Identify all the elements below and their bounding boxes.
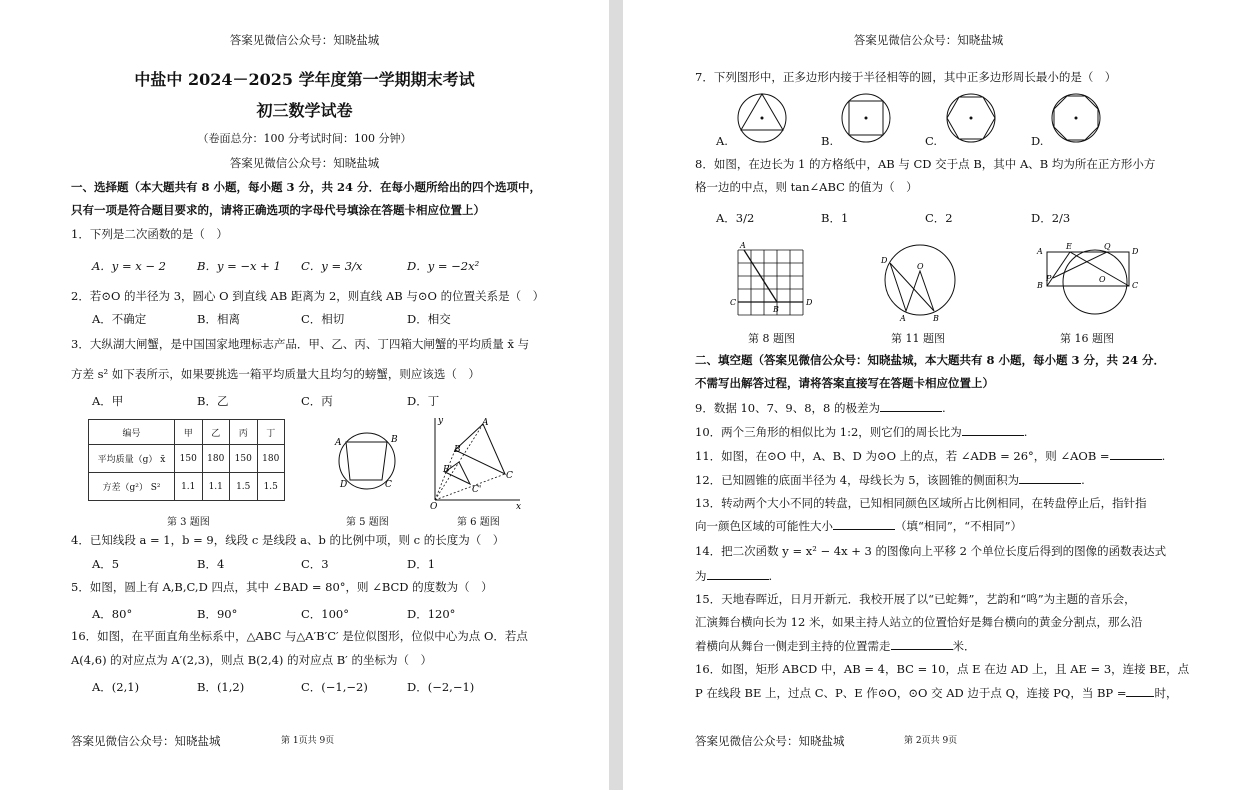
page-gutter bbox=[609, 0, 623, 790]
q5-stem: 5．如图，圆上有 A,B,C,D 四点，其中 ∠BAD = 80°，则 ∠BCD 的度数为（ ） bbox=[71, 580, 493, 594]
q9-stem: 9．数据 10、7、9、8，8 的极差为 bbox=[695, 401, 881, 415]
q10: 10．两个三角形的相似比为 1:2，则它们的周长比为 . bbox=[695, 425, 1028, 439]
table-row-label: 平均质量（g） x̄ bbox=[89, 445, 175, 473]
fig7b-center bbox=[865, 117, 868, 120]
figure-16 bbox=[1033, 238, 1143, 318]
page-1 bbox=[0, 0, 609, 790]
q8-option-b: B．1 bbox=[821, 211, 849, 225]
q13-line-2 bbox=[695, 517, 1022, 534]
q14-stem: 为 bbox=[695, 569, 707, 583]
fig11-lines bbox=[890, 263, 934, 311]
fig6-caption: 第 6 题图 bbox=[457, 517, 500, 528]
fig11-label-d: D bbox=[881, 256, 888, 265]
q10-answer-blank[interactable] bbox=[962, 423, 1024, 436]
page-header: 答案见微信公众号：知晓盐城 bbox=[853, 33, 1004, 47]
table-cell: 180 bbox=[257, 445, 285, 473]
section1-heading-1: 一、选择题（本大题共有 8 小题，每小题 3 分，共 24 分．在每小题所给出的四个选项中， bbox=[71, 180, 542, 194]
fig6-label-b: B bbox=[454, 445, 461, 455]
q15-answer-blank[interactable] bbox=[891, 637, 953, 650]
table-header: 丁 bbox=[257, 420, 285, 445]
q16a-option-c: C．(−1,−2) bbox=[301, 680, 368, 694]
fig16-label-d: D bbox=[1132, 247, 1139, 256]
fig11-label-b: B bbox=[933, 314, 939, 323]
fig16-label-b: B bbox=[1037, 281, 1043, 290]
exam-meta: （卷面总分：100 分考试时间：100 分钟） bbox=[197, 132, 412, 145]
q2-option-d: D．相交 bbox=[407, 312, 451, 326]
q9-answer-blank[interactable] bbox=[880, 399, 942, 412]
q12-answer-blank[interactable] bbox=[1019, 471, 1081, 484]
table-header: 甲 bbox=[175, 420, 203, 445]
table-header: 编号 bbox=[89, 420, 175, 445]
q7-stem: 7．下列图形中，正多边形内接于半径相等的圆，其中正多边形周长最小的是（ ） bbox=[695, 70, 1117, 84]
table-cell: 1.5 bbox=[230, 473, 258, 501]
fig8-grid bbox=[738, 250, 803, 315]
q12: 12．已知圆锥的底面半径为 4，母线长为 5，该圆锥的侧面积为 . bbox=[695, 473, 1085, 487]
page-header: 答案见微信公众号：知晓盐城 bbox=[229, 33, 380, 47]
q2-option-b: B．相离 bbox=[197, 312, 240, 326]
q14-line-2: 为 . bbox=[695, 569, 773, 583]
table-header: 乙 bbox=[202, 420, 230, 445]
answer-note: 答案见微信公众号：知晓盐城 bbox=[229, 156, 380, 170]
q7-figure-b-square bbox=[839, 91, 893, 145]
fig16-label-p: P bbox=[1046, 274, 1052, 283]
q16b-stem: P 在线段 BE 上，过点 C、P、E 作⊙O，⊙O 交 AD 边于点 Q，连接 PQ，当 BP = bbox=[695, 686, 1127, 700]
figure-5 bbox=[330, 425, 405, 495]
q16a-option-a: A．(2,1) bbox=[92, 680, 140, 694]
fig11-label-o: O bbox=[917, 262, 924, 271]
q16b-line-2 bbox=[695, 684, 1177, 701]
q15-line-1: 15．天地春晖近，日月开新元．我校开展了以“已蛇舞”，艺韵和“鸣”为主题的音乐会， bbox=[695, 592, 1136, 606]
fig6-ray-c bbox=[435, 474, 505, 500]
fig11-label-a: A bbox=[900, 314, 906, 323]
q1-option-c: C．y = 3/x bbox=[301, 259, 363, 273]
page-number: 第 1页共 9页 bbox=[281, 736, 335, 746]
q4-option-d: D．1 bbox=[407, 557, 436, 571]
q10-stem: 10．两个三角形的相似比为 1:2，则它们的周长比为 bbox=[695, 425, 962, 439]
q13-stem: 向一颜色区域的可能性大小 bbox=[695, 519, 833, 533]
q3-option-d: D．丁 bbox=[407, 394, 440, 408]
q8-stem-1: 8．如图，在边长为 1 的方格纸中，AB 与 CD 交于点 B，其中 A、B 均为所在正方形小方 bbox=[695, 157, 1156, 171]
q11-answer-blank[interactable] bbox=[1110, 447, 1162, 460]
q2-stem: 2．若⊙O 的半径为 3，圆心 O 到直线 AB 距离为 2，则直线 AB 与⊙O 的位置关系是（ ） bbox=[71, 289, 545, 303]
exam-title: 中盐中 2024－2025 学年度第一学期期末考试 bbox=[134, 70, 475, 89]
fig8-caption: 第 8 题图 bbox=[748, 332, 795, 345]
q7-option-d: D. bbox=[1031, 134, 1044, 148]
table-cell: 150 bbox=[175, 445, 203, 473]
q1-option-a: A．y = x − 2 bbox=[92, 259, 166, 273]
table-cell: 180 bbox=[202, 445, 230, 473]
q16b-answer-blank[interactable] bbox=[1126, 684, 1154, 697]
q8-option-c: C．2 bbox=[925, 211, 953, 225]
fig11-caption: 第 11 题图 bbox=[891, 332, 945, 345]
fig6-label-y: y bbox=[438, 416, 444, 426]
fig16-circle bbox=[1063, 250, 1127, 314]
fig16-rectangle bbox=[1047, 252, 1129, 286]
fig8-label-a: A bbox=[740, 241, 746, 250]
q16a-option-b: B．(1,2) bbox=[197, 680, 245, 694]
q15-unit: 米． bbox=[952, 639, 976, 653]
q1-option-b: B．y = −x + 1 bbox=[197, 259, 281, 273]
fig5-quadrilateral bbox=[346, 442, 387, 480]
q3-stem-2: 方差 s² 如下表所示，如果要挑选一箱平均质量大且均匀的螃蟹，则应该选（ ） bbox=[71, 367, 480, 381]
q16a-option-d: D．(−2,−1) bbox=[407, 680, 475, 694]
q12-stem: 12．已知圆锥的底面半径为 4，母线长为 5，该圆锥的侧面积为 bbox=[695, 473, 1020, 487]
footer-left: 答案见微信公众号：知晓盐城 bbox=[695, 734, 845, 748]
q9: 9．数据 10、7、9、8，8 的极差为 . bbox=[695, 401, 946, 415]
fig6-label-a: A bbox=[482, 418, 489, 428]
page-number: 第 2页共 9页 bbox=[904, 736, 958, 746]
exam-subtitle: 初三数学试卷 bbox=[256, 101, 353, 120]
q13-line-1: 13．转动两个大小不同的转盘，已知相同颜色区域所占比例相同，在转盘停止后，指针指 bbox=[695, 496, 1147, 510]
q3-option-a: A．甲 bbox=[92, 394, 124, 408]
table-cell: 150 bbox=[230, 445, 258, 473]
fig16-label-e: E bbox=[1066, 242, 1072, 251]
q16a-stem-2: A(4,6) 的对应点为 A′(2,3)，则点 B(2,4) 的对应点 B′ 的坐标为（ ） bbox=[71, 653, 432, 667]
q16a-stem-1: 16．如图，在平面直角坐标系中，△ABC 与△A′B′C′ 是位似图形，位似中心为点 O．若点 bbox=[71, 629, 528, 643]
q1-stem: 1．下列是二次函数的是（ ） bbox=[71, 227, 228, 241]
q4-stem: 4．已知线段 a = 1，b = 9，线段 c 是线段 a、b 的比例中项，则 c 的长度为（ ） bbox=[71, 533, 505, 547]
footer-left: 答案见微信公众号：知晓盐城 bbox=[71, 734, 221, 748]
q7-option-a: A. bbox=[716, 134, 728, 148]
section1-heading-2: 只有一项是符合题目要求的，请将正确选项的字母代号填涂在答题卡相应位置上） bbox=[71, 203, 485, 217]
q13-hint: （填“相同”，“不相同”） bbox=[895, 519, 1023, 533]
q3-stem-1: 3．大纵湖大闸蟹，是中国国家地理标志产品．甲、乙、丙、丁四箱大闸蟹的平均质量 x̄ 与 bbox=[71, 337, 530, 351]
q3-data-table bbox=[88, 419, 285, 501]
q11: 11．如图，在⊙O 中，A、B、D 为⊙O 上的点，若 ∠ADB = 26°，则 ∠AOB = . bbox=[695, 449, 1166, 463]
fig6-label-c-prime: C' bbox=[472, 485, 482, 495]
figure-11 bbox=[878, 238, 963, 323]
q4-option-c: C．3 bbox=[301, 557, 329, 571]
q7-figure-a-triangle bbox=[735, 91, 789, 145]
q8-option-d: D．2/3 bbox=[1031, 211, 1071, 225]
page-2 bbox=[623, 0, 1234, 790]
fig16-label-c: C bbox=[1132, 281, 1139, 290]
q15-stem: 着横向从舞台一侧走到主持的位置需走 bbox=[695, 639, 891, 653]
q1-option-d: D．y = −2x² bbox=[407, 259, 480, 273]
fig7a-center bbox=[761, 117, 764, 120]
fig8-label-d: D bbox=[806, 298, 813, 307]
fig16-label-q: Q bbox=[1104, 242, 1111, 251]
table-cell: 1.1 bbox=[202, 473, 230, 501]
q16b-line-1: 16．如图，矩形 ABCD 中，AB = 4，BC = 10，点 E 在边 AD 上，且 AE = 3，连接 BE，点 bbox=[695, 662, 1190, 676]
q2-option-c: C．相切 bbox=[301, 312, 345, 326]
fig5-caption: 第 5 题图 bbox=[346, 517, 389, 528]
q11-stem: 11．如图，在⊙O 中，A、B、D 为⊙O 上的点，若 ∠ADB = 26°，则 ∠AOB = bbox=[695, 449, 1110, 463]
figure-6 bbox=[425, 414, 525, 510]
q15-line-3 bbox=[695, 637, 976, 654]
q7-option-c: C. bbox=[925, 134, 938, 148]
table-cell: 1.5 bbox=[257, 473, 285, 501]
fig16-label-a: A bbox=[1037, 247, 1043, 256]
q5-option-d: D．120° bbox=[407, 607, 456, 621]
q4-option-b: B．4 bbox=[197, 557, 225, 571]
fig5-label-a: A bbox=[335, 438, 342, 448]
q13-answer-blank[interactable] bbox=[833, 517, 895, 530]
fig16-caption: 第 16 题图 bbox=[1060, 332, 1114, 345]
fig16-label-o: O bbox=[1099, 275, 1106, 284]
fig6-triangle-abc bbox=[455, 424, 505, 474]
fig7c-center bbox=[970, 117, 973, 120]
q3-option-b: B．乙 bbox=[197, 394, 229, 408]
section2-heading-1: 二、填空题（答案见微信公众号：知晓盐城，本大题共有 8 小题，每小题 3 分，共 24 分． bbox=[695, 353, 1166, 367]
q7-figure-c-hexagon bbox=[944, 91, 998, 145]
fig8-label-b: B bbox=[773, 305, 779, 314]
fig3-caption: 第 3 题图 bbox=[167, 517, 210, 528]
q16b-tail: 时， bbox=[1154, 686, 1178, 700]
fig6-label-c: C bbox=[506, 471, 513, 481]
q14-answer-blank[interactable] bbox=[707, 567, 769, 580]
fig6-label-o: O bbox=[430, 502, 438, 510]
q7-figure-d-octagon bbox=[1049, 91, 1103, 145]
fig8-label-c: C bbox=[730, 298, 737, 307]
fig5-label-b: B bbox=[391, 435, 398, 445]
q15-line-2: 汇演舞台横向长为 12 米，如果主持人站立的位置恰好是舞台横向的黄金分割点，那么沿 bbox=[695, 615, 1143, 629]
table-row-label: 方差（g²） S² bbox=[89, 473, 175, 501]
q5-option-b: B．90° bbox=[197, 607, 238, 621]
q5-option-a: A．80° bbox=[92, 607, 133, 621]
fig5-label-d: D bbox=[340, 480, 348, 490]
q4-option-a: A．5 bbox=[92, 557, 120, 571]
fig6-label-x: x bbox=[516, 502, 522, 510]
q3-option-c: C．丙 bbox=[301, 394, 333, 408]
fig6-label-b-prime: B' bbox=[443, 465, 453, 475]
q14-line-1: 14．把二次函数 y = x² − 4x + 3 的图像向上平移 2 个单位长度后得到的图像的函数表达式 bbox=[695, 544, 1167, 558]
table-header: 丙 bbox=[230, 420, 258, 445]
fig7d-center bbox=[1075, 117, 1078, 120]
table-cell: 1.1 bbox=[175, 473, 203, 501]
q7-option-b: B. bbox=[821, 134, 834, 148]
q8-stem-2: 格一边的中点，则 tan∠ABC 的值为（ ） bbox=[695, 180, 918, 194]
q2-option-a: A．不确定 bbox=[92, 312, 147, 326]
q8-option-a: A．3/2 bbox=[716, 211, 755, 225]
fig5-label-c: C bbox=[385, 480, 392, 490]
figure-8 bbox=[728, 240, 813, 320]
q5-option-c: C．100° bbox=[301, 607, 349, 621]
section2-heading-2: 不需写出解答过程，请将答案直接写在答题卡相应位置上） bbox=[695, 376, 994, 390]
